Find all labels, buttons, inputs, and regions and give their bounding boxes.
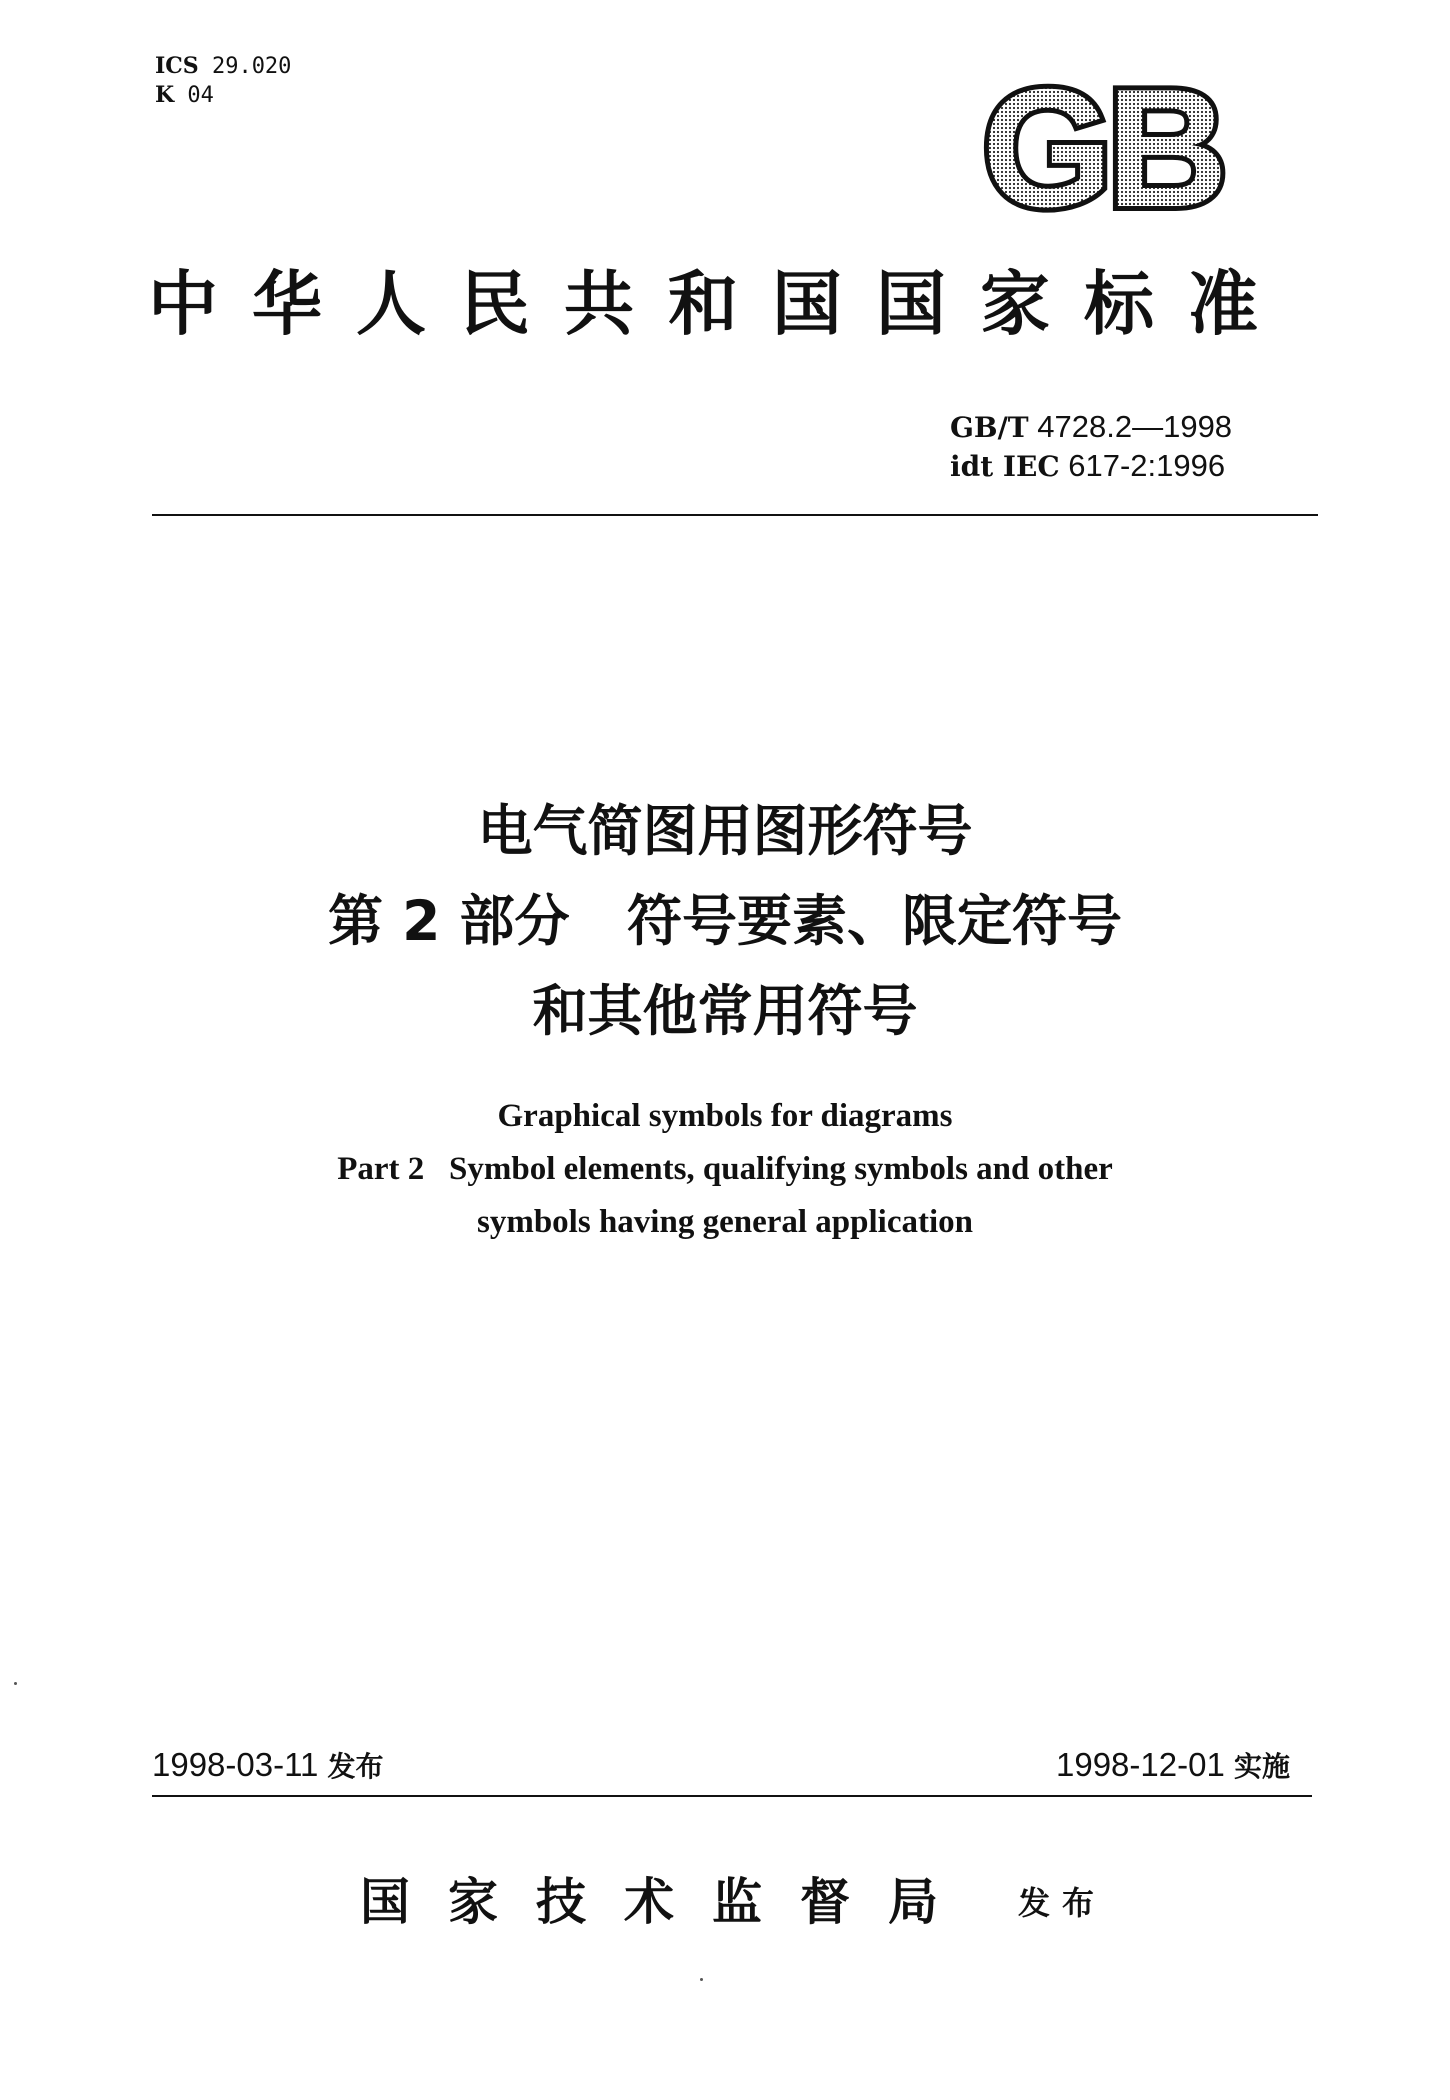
- ccs-line: K 04: [155, 82, 214, 108]
- scan-speck: [14, 1682, 17, 1685]
- ics-line: ICS 29.020: [155, 53, 292, 79]
- gb-logo: [972, 82, 1232, 216]
- standard-number-block: [950, 408, 1232, 486]
- issuer-suffix: 发布: [1018, 1884, 1107, 1922]
- gb-logo-text: GB: [982, 82, 1222, 216]
- english-title-line-2: Part 2 Symbol elements, qualifying symbols and other: [337, 1151, 1113, 1187]
- chinese-title-line-3: 和其他常用符号: [532, 979, 918, 1043]
- issue-date: 1998-03-11 发布: [152, 1746, 384, 1783]
- chinese-title-line-1: 电气简图用图形符号: [477, 799, 973, 863]
- identical-standard: idt IEC 617-2:1996: [950, 448, 1226, 483]
- issuing-authority: 国家技术监督局: [360, 1872, 976, 1931]
- header-divider: [152, 514, 1318, 516]
- english-title: [0, 1090, 1450, 1249]
- standard-number: GB/T 4728.2—1998: [950, 409, 1233, 444]
- scan-speck: [700, 1978, 703, 1981]
- national-standard-banner: 中华人民共和国国家标准: [148, 262, 1292, 345]
- english-title-line-1: Graphical symbols for diagrams: [497, 1098, 953, 1134]
- english-title-line-3: symbols having general application: [477, 1204, 973, 1240]
- gb-logo-mark: [972, 82, 1232, 216]
- date-divider: [152, 1795, 1312, 1797]
- chinese-title: [0, 786, 1450, 1056]
- effective-date: 1998-12-01 实施: [1056, 1746, 1290, 1783]
- classification-codes: [155, 52, 291, 110]
- chinese-title-line-2: 第 2 部分 符号要素、限定符号: [327, 889, 1122, 953]
